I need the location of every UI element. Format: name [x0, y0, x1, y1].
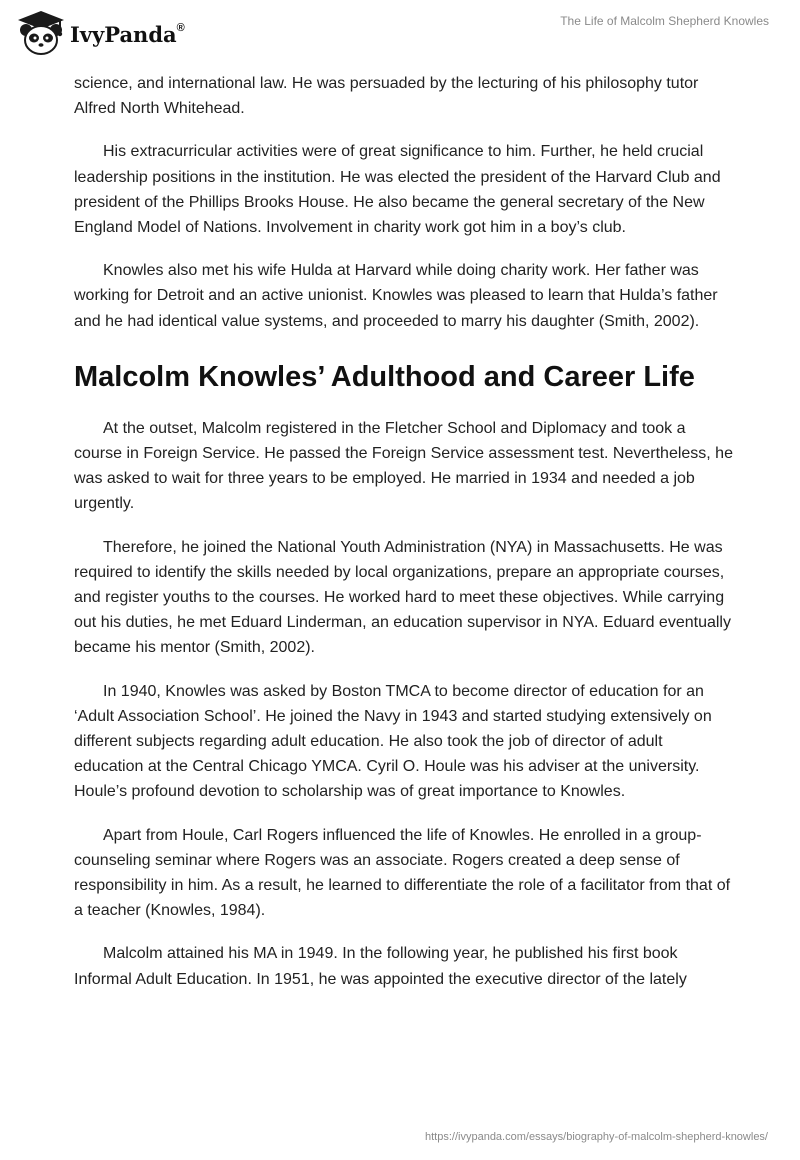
- paragraph: At the outset, Malcolm registered in the Fletcher School and Diplomacy and took a course in Foreign Service. He passed the Foreign Service assessment test. Nevertheless, he was asked to wait for three years to be employed. He married in 1934 and needed a job urgently.: [74, 419, 733, 513]
- section-heading: Malcolm Knowles’ Adulthood and Career Life: [74, 360, 695, 393]
- paragraph: His extracurricular activities were of great significance to him. Further, he held crucial leadership positions in the institution. He was elected the president of the Harvard Club and president of the Phillips Brooks House. He also became the general secretary of the New England Model of Nations. Involvement in charity work got him in a boy’s club.: [74, 143, 721, 237]
- page-header: [0, 0, 800, 72]
- paragraph: Knowles also met his wife Hulda at Harvard while doing charity work. Her father was working for Detroit and an active unionist. Knowles was pleased to learn that Hulda’s father and he had identical value systems, and proceeded to marry his daughter (Smith, 2002).: [74, 262, 718, 330]
- logo-text: IvyPanda®: [70, 21, 185, 47]
- paragraph: In 1940, Knowles was asked by Boston TMCA to become director of education for an ‘Adult Association School’. He joined the Navy in 1943 and started studying extensively on different subjects regarding adult education. He also took the job of director of adult education at the Central Chicago YMCA. Cyril O. Houle was his adviser at the university. Houle’s profound devotion to scholarship was of great importance to Knowles.: [74, 682, 712, 801]
- essay-body: [74, 71, 734, 1010]
- paragraph: Apart from Houle, Carl Rogers influenced the life of Knowles. He enrolled in a group-counseling seminar where Rogers was an associate. Rogers created a deep sense of responsibility in him. As a result, he learned to differentiate the role of a facilitator from that of a teacher (Knowles, 1984).: [74, 826, 731, 920]
- paragraph: Therefore, he joined the National Youth Administration (NYA) in Massachusetts. He was required to identify the skills needed by local organizations, prepare an appropriate courses, and register youths to the courses. He worked hard to meet these objectives. While carrying out his duties, he met Eduard Linderman, an education supervisor in NYA. Eduard eventually became his mentor (Smith, 2002).: [74, 538, 731, 657]
- registered-mark: ®: [176, 21, 185, 34]
- document-title: The Life of Malcolm Shepherd Knowles: [560, 14, 769, 28]
- footer-url[interactable]: https://ivypanda.com/essays/biography-of-malcolm-shepherd-knowles/: [425, 1131, 768, 1143]
- paragraph-continued: science, and international law. He was persuaded by the lecturing of his philosophy tutor Alfred North Whitehead.: [74, 75, 699, 118]
- panda-graduate-icon: [14, 5, 68, 59]
- paragraph: Malcolm attained his MA in 1949. In the following year, he published his first book Informal Adult Education. In 1951, he was appointed the executive director of the lately: [74, 945, 687, 988]
- ivypanda-logo[interactable]: [14, 8, 185, 56]
